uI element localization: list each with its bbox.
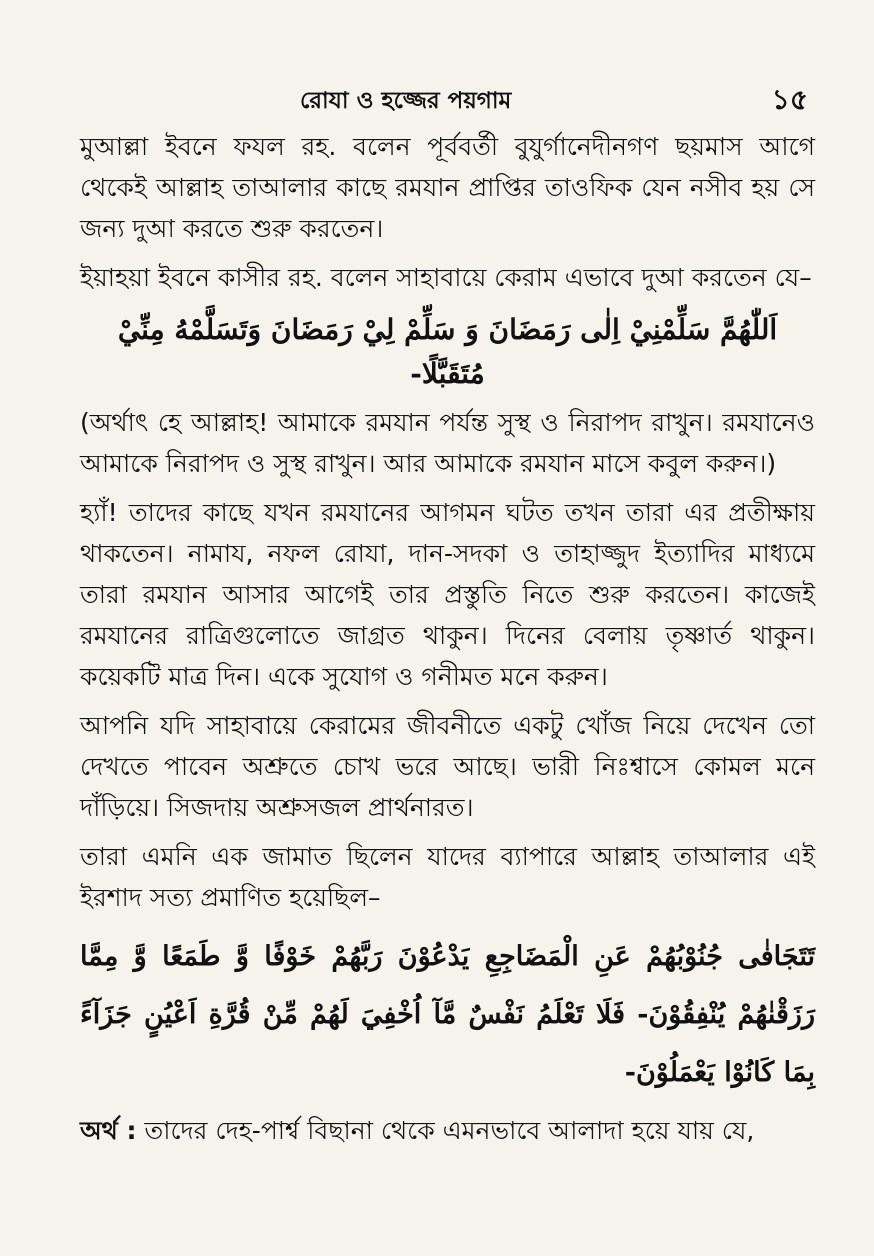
arabic-verse: تَتَجَافٰى جُنُوْبُهُمْ عَنِ الْمَضَاجِعِ يَدْعُوْنَ رَبَّهُمْ خَوْفًا وَّ طَمَعًا وَّ مِمَّا رَزَقْنٰهُمْ يُنْفِقُوْنَ- فَلَا تَعْلَمُ نَفْسٌ مَّآ اُخْفِيَ لَهُمْ مِّنْ قُرَّةِ اَعْيُنٍ جَزَآءً بِمَا كَانُوْا يَعْمَلُوْنَ- <box>80 941 815 1088</box>
paragraph-dua-meaning: (অর্থাৎ হে আল্লাহ! আমাকে রমযান পর্যন্ত সুস্থ ও নিরাপদ রাখুন। রমযানেও আমাকে নিরাপদ ও সুস্থ রাখুন। আর আমাকে রমযান মাসে কবুল করুন।) <box>80 408 815 478</box>
meaning-text: তাদের দেহ-পার্শ্ব বিছানা থেকে এমনভাবে আলাদা হয়ে যায় যে, <box>144 1116 755 1145</box>
page-body <box>80 126 815 1159</box>
paragraph-meaning <box>80 1110 815 1151</box>
arabic-dua: اَللّٰهُمَّ سَلِّمْنِيْ اِلٰى رَمَضَانَ وَ سَلِّمْ لِيْ رَمَضَانَ وَتَسَلَّمْهُ مِنِّيْ مُتَقَبَّلًا- <box>117 313 778 390</box>
running-title: রোযা ও হজ্জের পয়গাম <box>300 88 512 114</box>
paragraph-sahaba: আপনি যদি সাহাবায়ে কেরামের জীবনীতে একটু খোঁজ নিয়ে দেখেন তো দেখতে পাবেন অশ্রুতে চোখ ভরে আছে। ভারী নিঃশ্বাসে কোমল মনে দাঁড়িয়ে। সিজদায় অশ্রুসজল প্রার্থনারত। <box>80 711 815 822</box>
meaning-label: অর্থ : <box>80 1116 137 1145</box>
paragraph-yahya: ইয়াহয়া ইবনে কাসীর রহ. বলেন সাহাবায়ে কেরাম এভাবে দুআ করতেন যে– <box>80 263 812 292</box>
paragraph-jamat: তারা এমনি এক জামাত ছিলেন যাদের ব্যাপারে আল্লাহ তাআলার এই ইরশাদ সত্য প্রমাণিত হয়েছিল– <box>80 842 815 912</box>
page-header <box>80 82 820 122</box>
paragraph-preparation: হ্যাঁ! তাদের কাছে যখন রমযানের আগমন ঘটত তখন তারা এর প্রতীক্ষায় থাকতেন। নামায, নফল রোযা, দান-সদকা ও তাহাজ্জুদ ইত্যাদির মাধ্যমে তারা রমযান আসার আগেই তার প্রস্তুতি নিতে শুরু করতেন। কাজেই রমযানের রাত্রিগুলোতে জাগ্রত থাকুন। দিনের বেলায় তৃষ্ণার্ত থাকুন। কয়েকটি মাত্র দিন। একে সুযোগ ও গনীমত মনে করুন। <box>80 498 815 691</box>
page-number: ১৫ <box>771 83 808 116</box>
paragraph-muallla: মুআল্লা ইবনে ফযল রহ. বলেন পূর্ববর্তী বুযুর্গানেদীনগণ ছয়মাস আগে থেকেই আল্লাহ তাআলার কাছে রমযান প্রাপ্তির তাওফিক যেন নসীব হয় সে জন্য দুআ করতে শুরু করতেন। <box>80 132 815 243</box>
